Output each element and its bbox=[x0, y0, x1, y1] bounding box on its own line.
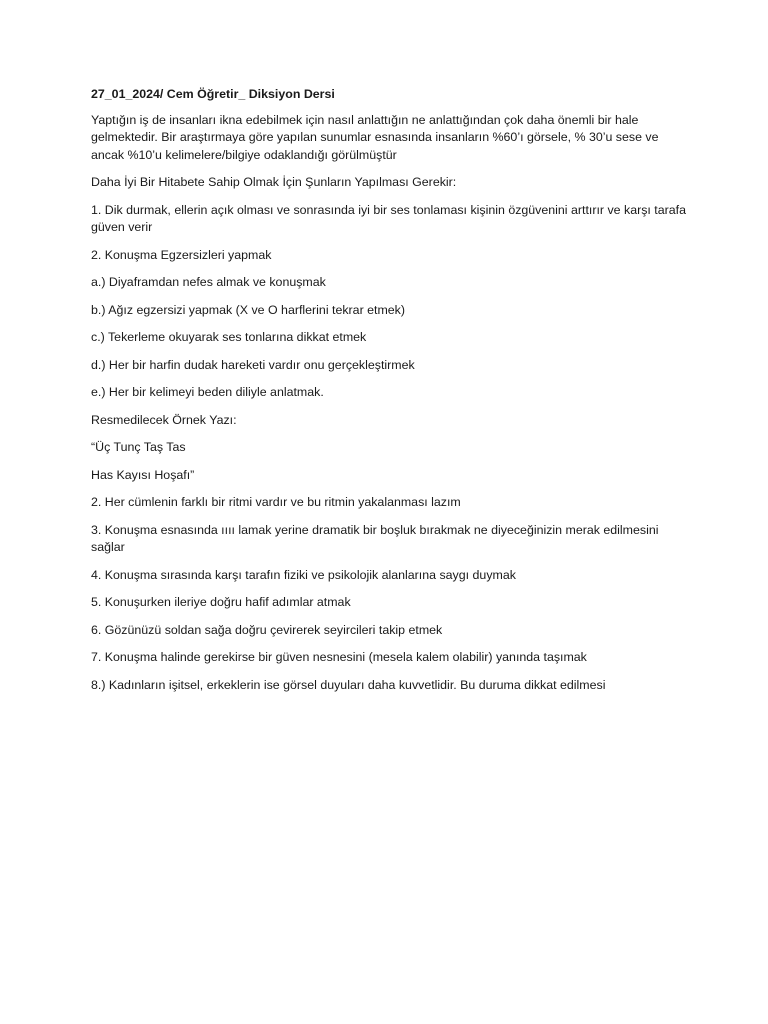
document-body bbox=[91, 86, 691, 704]
sub-item-b: b.) Ağız egzersizi yapmak (X ve O harflerini tekrar etmek) bbox=[91, 302, 406, 317]
list-item-8: 8.) Kadınların işitsel, erkeklerin ise görsel duyuları daha kuvvetlidir. Bu duruma dikkat edilmesi bbox=[91, 677, 606, 692]
example-label: Resmedilecek Örnek Yazı: bbox=[91, 412, 237, 427]
example-line-1: “Üç Tunç Taş Tas bbox=[91, 440, 186, 454]
example-line-2: Has Kayısı Hoşafı” bbox=[91, 467, 195, 482]
list-item-3: 3. Konuşma esnasında ıııı lamak yerine dramatik bir boşluk bırakmak ne diyeceğinizin merak edilmesini sağlar bbox=[91, 522, 659, 554]
list-item-6: 6. Gözünüzü soldan sağa doğru çevirerek seyircileri takip etmek bbox=[91, 622, 443, 637]
sub-item-a: a.) Diyaframdan nefes almak ve konuşmak bbox=[91, 275, 326, 289]
list-item-2: 2. Konuşma Egzersizleri yapmak bbox=[91, 247, 272, 262]
list-item-2b: 2. Her cümlenin farklı bir ritmi vardır ve bu ritmin yakalanması lazım bbox=[91, 495, 461, 509]
list-item-1: 1. Dik durmak, ellerin açık olması ve sonrasında iyi bir ses tonlaması kişinin özgüvenini arttırır ve karşı tarafa güven verir bbox=[91, 202, 686, 234]
section-heading: Daha İyi Bir Hitabete Sahip Olmak İçin Şunların Yapılması Gerekir: bbox=[91, 175, 457, 189]
list-item-4: 4. Konuşma sırasında karşı tarafın fiziki ve psikolojik alanlarına saygı duymak bbox=[91, 567, 516, 582]
intro-paragraph: Yaptığın iş de insanları ikna edebilmek için nasıl anlattığın ne anlattığından çok daha önemli bir hale gelmektedir. Bir araştırmaya göre yapılan sunumlar esnasında insanların %60’ı görsele, % 30’u sese ve ancak %10’u kelimelere/bilgiye odaklandığı görülmüştür bbox=[91, 112, 659, 162]
document-title: 27_01_2024/ Cem Öğretir_ Diksiyon Dersi bbox=[91, 87, 335, 101]
sub-item-e: e.) Her bir kelimeyi beden diliyle anlatmak. bbox=[91, 385, 324, 399]
list-item-7: 7. Konuşma halinde gerekirse bir güven nesnesini (mesela kalem olabilir) yanında taşımak bbox=[91, 650, 587, 664]
sub-item-d: d.) Her bir harfin dudak hareketi vardır onu gerçekleştirmek bbox=[91, 357, 415, 372]
list-item-5: 5. Konuşurken ileriye doğru hafif adımlar atmak bbox=[91, 595, 351, 609]
sub-item-c: c.) Tekerleme okuyarak ses tonlarına dikkat etmek bbox=[91, 330, 367, 344]
